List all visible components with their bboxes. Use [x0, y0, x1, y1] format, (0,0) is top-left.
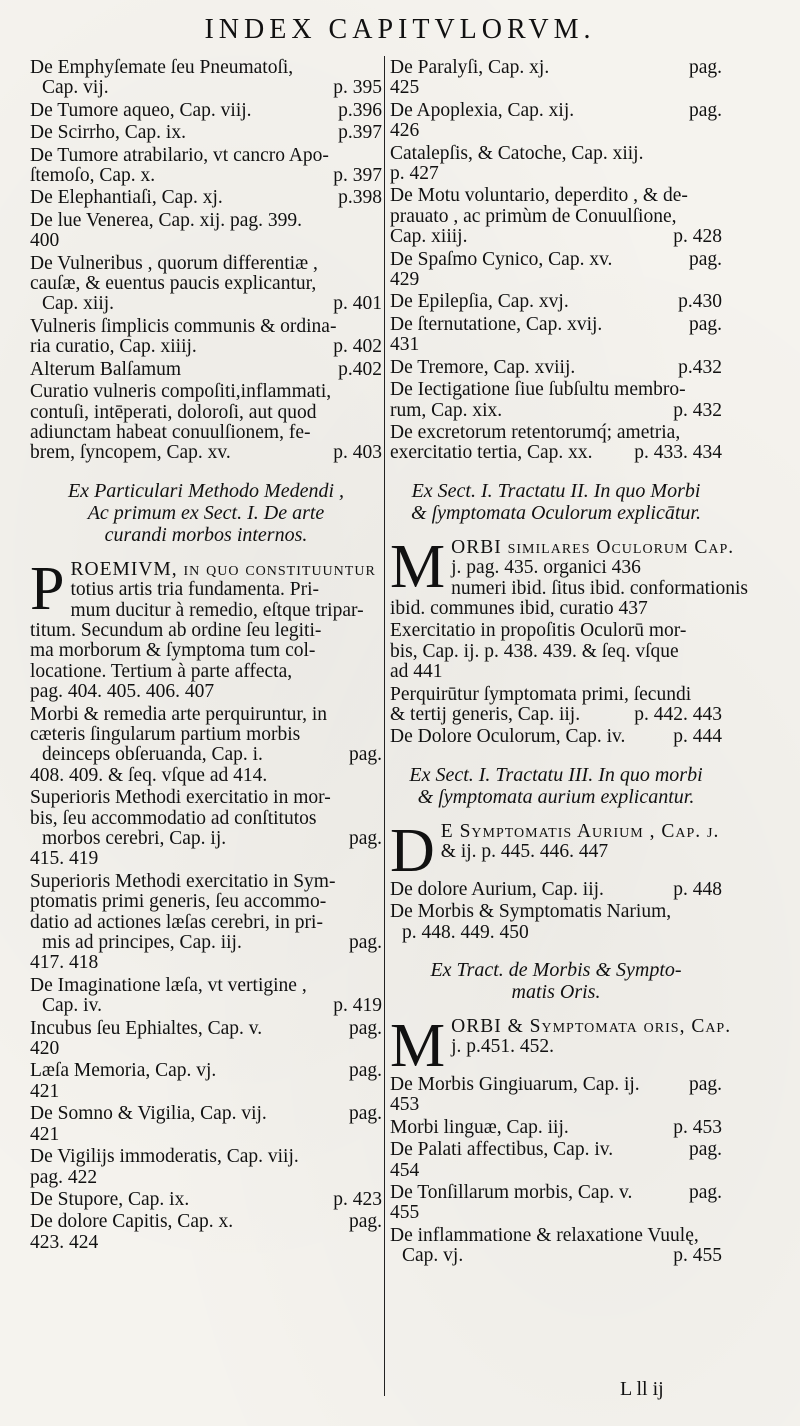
entry-last-line [390, 292, 722, 312]
index-entry [390, 250, 722, 291]
drop-capital: M [390, 532, 446, 601]
entry-line: De excretorum retentorumq́; ametria, [390, 422, 681, 443]
entry-title: De dolore Aurium, Cap. iij. [390, 878, 604, 900]
entry-last-line [390, 443, 722, 463]
page-reference: 453 [390, 1095, 420, 1116]
entry-title: brem, ſyncopem, Cap. xv. [30, 442, 231, 464]
section-title [390, 959, 722, 1003]
entry-line: De lue Venerea, Cap. xij. pag. 399. [30, 210, 303, 231]
entry-title: exercitatio tertia, Cap. xx. [390, 442, 593, 464]
entry-title: Alterum Balſamum [30, 358, 182, 380]
entry-last-line [30, 829, 382, 849]
entry-line: ibid. communes ibid, curatio 437 [390, 597, 648, 619]
page-reference: pag. [348, 1211, 382, 1233]
entry-last-line [30, 360, 382, 380]
page-reference: pag. [348, 744, 382, 766]
entry-last-line [390, 923, 722, 943]
entry-title: De Tremore, Cap. xviij. [390, 356, 576, 378]
entry-line: bis, ſeu accommodatio ad conſtitutos [30, 808, 317, 829]
page-reference: pag. [348, 1103, 382, 1125]
entry-last-line [30, 166, 382, 186]
section-title-line: & ſymptomata Oculorum explicātur. [411, 501, 701, 524]
left-column [30, 58, 382, 1255]
page-reference: p. 455 [673, 1245, 722, 1267]
entry-line: prauato , ac primùm de Conuulſione, [390, 206, 677, 227]
entry-last-line [30, 123, 382, 143]
entry-last-line [30, 1019, 382, 1039]
section-title-line: Ac primum ex Sect. I. De arte [87, 501, 325, 524]
entry-title: De Apoplexia, Cap. xij. [390, 99, 575, 121]
entry-title: Cap. vj. [402, 1245, 464, 1267]
page-reference: p. 397 [333, 165, 382, 187]
page-reference: 455 [390, 1203, 420, 1224]
index-entry [390, 358, 722, 378]
page-reference: 426 [390, 121, 420, 142]
entry-title: Morbi linguæ, Cap. iij. [390, 1116, 569, 1138]
entry-title: 400 [30, 230, 60, 252]
index-entry [390, 902, 722, 943]
entry-last-line [30, 337, 382, 357]
entry-line: totius artis tria fundamenta. Pri- [70, 579, 320, 601]
index-entry [390, 621, 722, 682]
page-reference: p. 444 [673, 726, 722, 748]
section-title [30, 480, 382, 546]
page-reference: 420 [30, 1039, 60, 1060]
entry-title: ria curatio, Cap. xiiij. [30, 336, 197, 358]
page-reference: 429 [390, 270, 420, 291]
entry-title: De Scirrho, Cap. ix. [30, 122, 186, 144]
section-title [390, 764, 722, 808]
index-entry [390, 315, 722, 356]
entry-title: De Paralyſi, Cap. xj. [390, 57, 550, 78]
page-reference: pag. [688, 313, 722, 335]
entry-last-line [30, 101, 382, 121]
page-reference: p.402 [338, 358, 382, 380]
entry-title: & tertij generis, Cap. iij. [390, 703, 581, 725]
page-reference: p. 395 [333, 77, 382, 99]
section-title-line: & ſymptomata aurium explicantur. [417, 785, 695, 808]
entry-last-line [30, 1190, 382, 1210]
entry-title: De Somno & Vigilia, Cap. vij. [30, 1103, 267, 1125]
entry-last-line [390, 101, 722, 121]
page-reference: p. 402 [333, 336, 382, 358]
page-reference: p. 448 [673, 878, 722, 900]
entry-line: De Emphyſemate ſeu Pneumatoſi, [30, 58, 294, 78]
page-reference: p. 419 [333, 995, 382, 1017]
entry-line: Perquirūtur ſymptomata primi, ſecundi [390, 684, 692, 705]
entry-last-line [30, 188, 382, 208]
entry-last-line [390, 1140, 722, 1160]
entry-last-line [30, 294, 382, 314]
page-reference: pag. [688, 248, 722, 270]
index-entry [30, 705, 382, 787]
index-entry [30, 146, 382, 187]
drop-capital: D [390, 816, 435, 885]
entry-last-line [390, 58, 722, 78]
page-reference: 417. 418 [30, 953, 99, 974]
dropcap-paragraph [390, 1012, 732, 1080]
entry-line: Curatio vulneris compoſiti,inflammati, [30, 382, 332, 403]
entry-title: De Spaſmo Cynico, Cap. xv. [390, 248, 613, 270]
entry-title: De Dolore Oculorum, Cap. iv. [390, 726, 626, 748]
index-entry [390, 1140, 722, 1181]
page-reference: 408. 409. & ſeq. vſque ad 414. [30, 765, 268, 786]
index-entry [390, 1226, 722, 1267]
page-header: INDEX CAPITVLORVM. [204, 14, 596, 45]
index-entry [390, 101, 722, 142]
entry-last-line [30, 745, 382, 765]
entry-last-line [390, 727, 722, 747]
entry-title: morbos cerebri, Cap. ij. [42, 828, 227, 849]
page-reference: pag. [688, 57, 722, 78]
entry-title: De Elephantiaſi, Cap. xj. [30, 187, 223, 209]
entry-line: contuſi, intēperati, doloroſi, aut quod [30, 402, 317, 423]
entry-line: Morbi & remedia arte perquiruntur, in [30, 704, 328, 725]
page-reference: pag. [348, 1017, 382, 1039]
page-reference: p. 432 [673, 399, 722, 421]
section-title-line: curandi morbos internos. [104, 523, 308, 546]
entry-title: deinceps obſeruanda, Cap. i. [42, 744, 263, 766]
entry-line: De Motu voluntario, deperdito , & de- [390, 186, 688, 207]
section-title-line: Ex Sect. I. Tractatu II. In quo Morbi [411, 479, 701, 502]
page-reference: pag. [688, 1182, 722, 1204]
entry-title: De Tonſillarum morbis, Cap. v. [390, 1182, 633, 1204]
entry-line: Superioris Methodi exercitatio in mor- [30, 788, 331, 809]
page-reference: 431 [390, 335, 420, 356]
entry-last-line [390, 880, 722, 900]
entry-title: De Tumore aqueo, Cap. viij. [30, 99, 252, 121]
dropcap-paragraph [30, 554, 382, 703]
index-entry [30, 1147, 382, 1188]
index-entry [30, 1104, 382, 1145]
entry-line: Superioris Methodi exercitatio in Sym- [30, 871, 336, 892]
entry-title: mis ad principes, Cap. iij. [42, 932, 242, 954]
page-reference: p. 423 [333, 1188, 382, 1210]
index-entry [30, 1061, 382, 1102]
entry-line: cæteris ſingularum partium morbis [30, 724, 301, 745]
page-reference: 454 [390, 1160, 420, 1181]
index-entry [30, 1212, 382, 1253]
entry-last-line [30, 78, 382, 98]
entry-last-line [390, 401, 722, 421]
entry-line: De Iectigatione ſiue ſubſultu membro- [390, 380, 686, 401]
index-entry [390, 1183, 722, 1224]
entry-last-line [390, 250, 722, 270]
entry-last-line [390, 1118, 722, 1138]
entry-line: Exercitatio in propoſitis Oculorū mor- [390, 621, 687, 642]
page-reference: p. 453 [673, 1116, 722, 1138]
index-entry [30, 317, 382, 358]
entry-title: De Morbis Gingiuarum, Cap. ij. [390, 1074, 640, 1095]
entry-title: De ſternutatione, Cap. xvij. [390, 313, 603, 335]
entry-line: j. pag. 435. organici 436 [451, 557, 641, 579]
entry-title: Læſa Memoria, Cap. vj. [30, 1060, 217, 1082]
index-entry [390, 727, 722, 747]
index-entry [30, 976, 382, 1017]
page-reference: pag. [688, 1139, 722, 1161]
entry-last-line [390, 1246, 722, 1266]
entry-title: ſtemoſo, Cap. x. [30, 165, 156, 187]
entry-last-line [30, 443, 382, 463]
index-entry [30, 382, 382, 464]
page-reference: p.397 [338, 122, 382, 144]
entry-last-line [390, 1183, 722, 1203]
entry-line: De Vulneribus , quorum differentiæ , [30, 253, 318, 274]
entry-title: pag. 422 [30, 1166, 98, 1188]
entry-line: mum ducitur à remedio, eſtque tripar- [70, 599, 364, 621]
entry-line: adiunctam habeat conuulſionem, fe- [30, 422, 311, 443]
entry-last-line [390, 662, 722, 682]
entry-title: Cap. xiij. [42, 293, 115, 315]
page-reference: 421 [30, 1081, 60, 1102]
index-entry [390, 685, 722, 726]
index-entry [390, 1075, 722, 1116]
entry-title: De dolore Capitis, Cap. x. [30, 1211, 234, 1233]
entry-last-line [30, 996, 382, 1016]
index-entry [390, 423, 722, 464]
entry-line: De Tumore atrabilario, vt cancro Apo- [30, 145, 329, 166]
entry-line: De Imaginatione læſa, vt vertigine , [30, 975, 307, 996]
entry-line: Catalepſis, & Catoche, Cap. xiij. [390, 143, 644, 164]
page-reference: p. 401 [333, 293, 382, 315]
entry-title: De Epilepſia, Cap. xvj. [390, 291, 569, 313]
section-title-line: Ex Particulari Methodo Medendi , [67, 479, 345, 502]
index-entry [390, 880, 722, 900]
index-entry [30, 254, 382, 315]
index-entry [30, 1019, 382, 1060]
page-reference: pag. [688, 1074, 722, 1095]
section-title [390, 480, 722, 524]
entry-line: datio ad actiones læſas cerebri, in pri- [30, 912, 323, 933]
entry-line: ORBI & Symptomata oris, Cap. [451, 1016, 732, 1037]
page-reference: pag. [688, 99, 722, 121]
entry-title: p. 427 [390, 163, 439, 185]
section-title-line: Ex Sect. I. Tractatu III. In quo morbi [409, 763, 703, 786]
entry-line: bis, Cap. ij. p. 438. 439. & ſeq. vſque [390, 641, 679, 662]
entry-last-line [30, 1061, 382, 1081]
entry-title: De Stupore, Cap. ix. [30, 1188, 190, 1210]
entry-line: De Morbis & Symptomatis Narium, [390, 902, 672, 923]
entry-line: j. p.451. 452. [451, 1036, 555, 1058]
page-reference: pag. [348, 932, 382, 954]
entry-title: Incubus ſeu Ephialtes, Cap. v. [30, 1017, 263, 1039]
entry-line: De Vigilijs immoderatis, Cap. viij. [30, 1147, 299, 1168]
entry-last-line [390, 315, 722, 335]
entry-last-line [390, 164, 722, 184]
index-entry [390, 186, 722, 247]
page-reference: p. 403 [333, 442, 382, 464]
entry-line: numeri ibid. ſitus ibid. conformationis [451, 577, 748, 599]
entry-line: locatione. Tertium à parte affecta, [30, 660, 293, 682]
entry-title: p. 448. 449. 450 [402, 921, 529, 943]
dropcap-paragraph [390, 816, 722, 885]
index-entry [390, 380, 722, 421]
page-reference: p.432 [678, 356, 722, 378]
page-reference: p. 433. 434 [634, 442, 722, 464]
index-entry [30, 872, 382, 974]
entry-last-line [30, 1212, 382, 1232]
page-reference: 415. 419 [30, 849, 99, 870]
index-entry [30, 1190, 382, 1210]
page-reference: p.430 [678, 291, 722, 313]
dropcap-paragraph [390, 532, 748, 620]
page-reference: 421 [30, 1124, 60, 1145]
index-entry [390, 144, 722, 185]
entry-title: Cap. xiiij. [390, 226, 468, 248]
column-divider [384, 56, 385, 1396]
entry-last-line [390, 358, 722, 378]
entry-line: E Symptomatis Aurium , Cap. j. [440, 820, 720, 842]
entry-title: Cap. vij. [42, 77, 109, 99]
entry-line: Vulneris ſimplicis communis & ordina- [30, 316, 337, 337]
page-reference: p.398 [338, 187, 382, 209]
entry-line: & ij. p. 445. 446. 447 [440, 841, 609, 863]
index-entry [390, 58, 722, 99]
signature-mark: L ll ij [620, 1378, 664, 1400]
entry-title: ad 441 [390, 661, 443, 683]
page-reference: p. 428 [673, 226, 722, 248]
index-entry [30, 360, 382, 380]
entry-line: ROEMIVM, in quo conſtituuntur [70, 558, 376, 580]
index-entry [390, 292, 722, 312]
entry-last-line [390, 227, 722, 247]
page-reference: pag. [348, 1060, 382, 1082]
page-reference: 423. 424 [30, 1232, 99, 1253]
entry-line: pag. 404. 405. 406. 407 [30, 681, 215, 703]
entry-line: De inflammatione & relaxatione Vuulę, [390, 1225, 699, 1246]
entry-last-line [390, 705, 722, 725]
entry-title: De Palati affectibus, Cap. iv. [390, 1139, 614, 1161]
entry-line: titum. Secundum ab ordine ſeu legiti- [30, 619, 322, 641]
entry-last-line [30, 231, 382, 251]
drop-capital: M [390, 1012, 446, 1080]
entry-line: ma morborum & ſymptoma tum col- [30, 640, 316, 662]
index-entry [30, 101, 382, 121]
entry-last-line [30, 933, 382, 953]
page-reference: p.396 [338, 99, 382, 121]
index-entry [30, 211, 382, 252]
entry-last-line [30, 1168, 382, 1188]
entry-last-line [30, 1104, 382, 1124]
entry-title: Cap. iv. [42, 995, 102, 1017]
page-reference: p. 442. 443 [634, 703, 722, 725]
drop-capital: P [30, 554, 65, 623]
section-title-line: matis Oris. [511, 981, 601, 1003]
index-entry [30, 123, 382, 143]
index-entry [30, 58, 382, 99]
section-title-line: Ex Tract. de Morbis & Sympto- [430, 959, 682, 981]
entry-line: ptomatis primi generis, ſeu accommo- [30, 892, 327, 913]
page-reference: 425 [390, 78, 420, 99]
index-entry [30, 788, 382, 870]
entry-title: rum, Cap. xix. [390, 399, 503, 421]
page-reference: pag. [348, 828, 382, 849]
entry-line: cauſæ, & euentus paucis explicantur, [30, 274, 317, 295]
index-entry [30, 188, 382, 208]
index-entry [390, 1118, 722, 1138]
right-column [390, 57, 748, 1269]
entry-line: ORBI ſimilares Oculorum Cap. [451, 536, 735, 558]
